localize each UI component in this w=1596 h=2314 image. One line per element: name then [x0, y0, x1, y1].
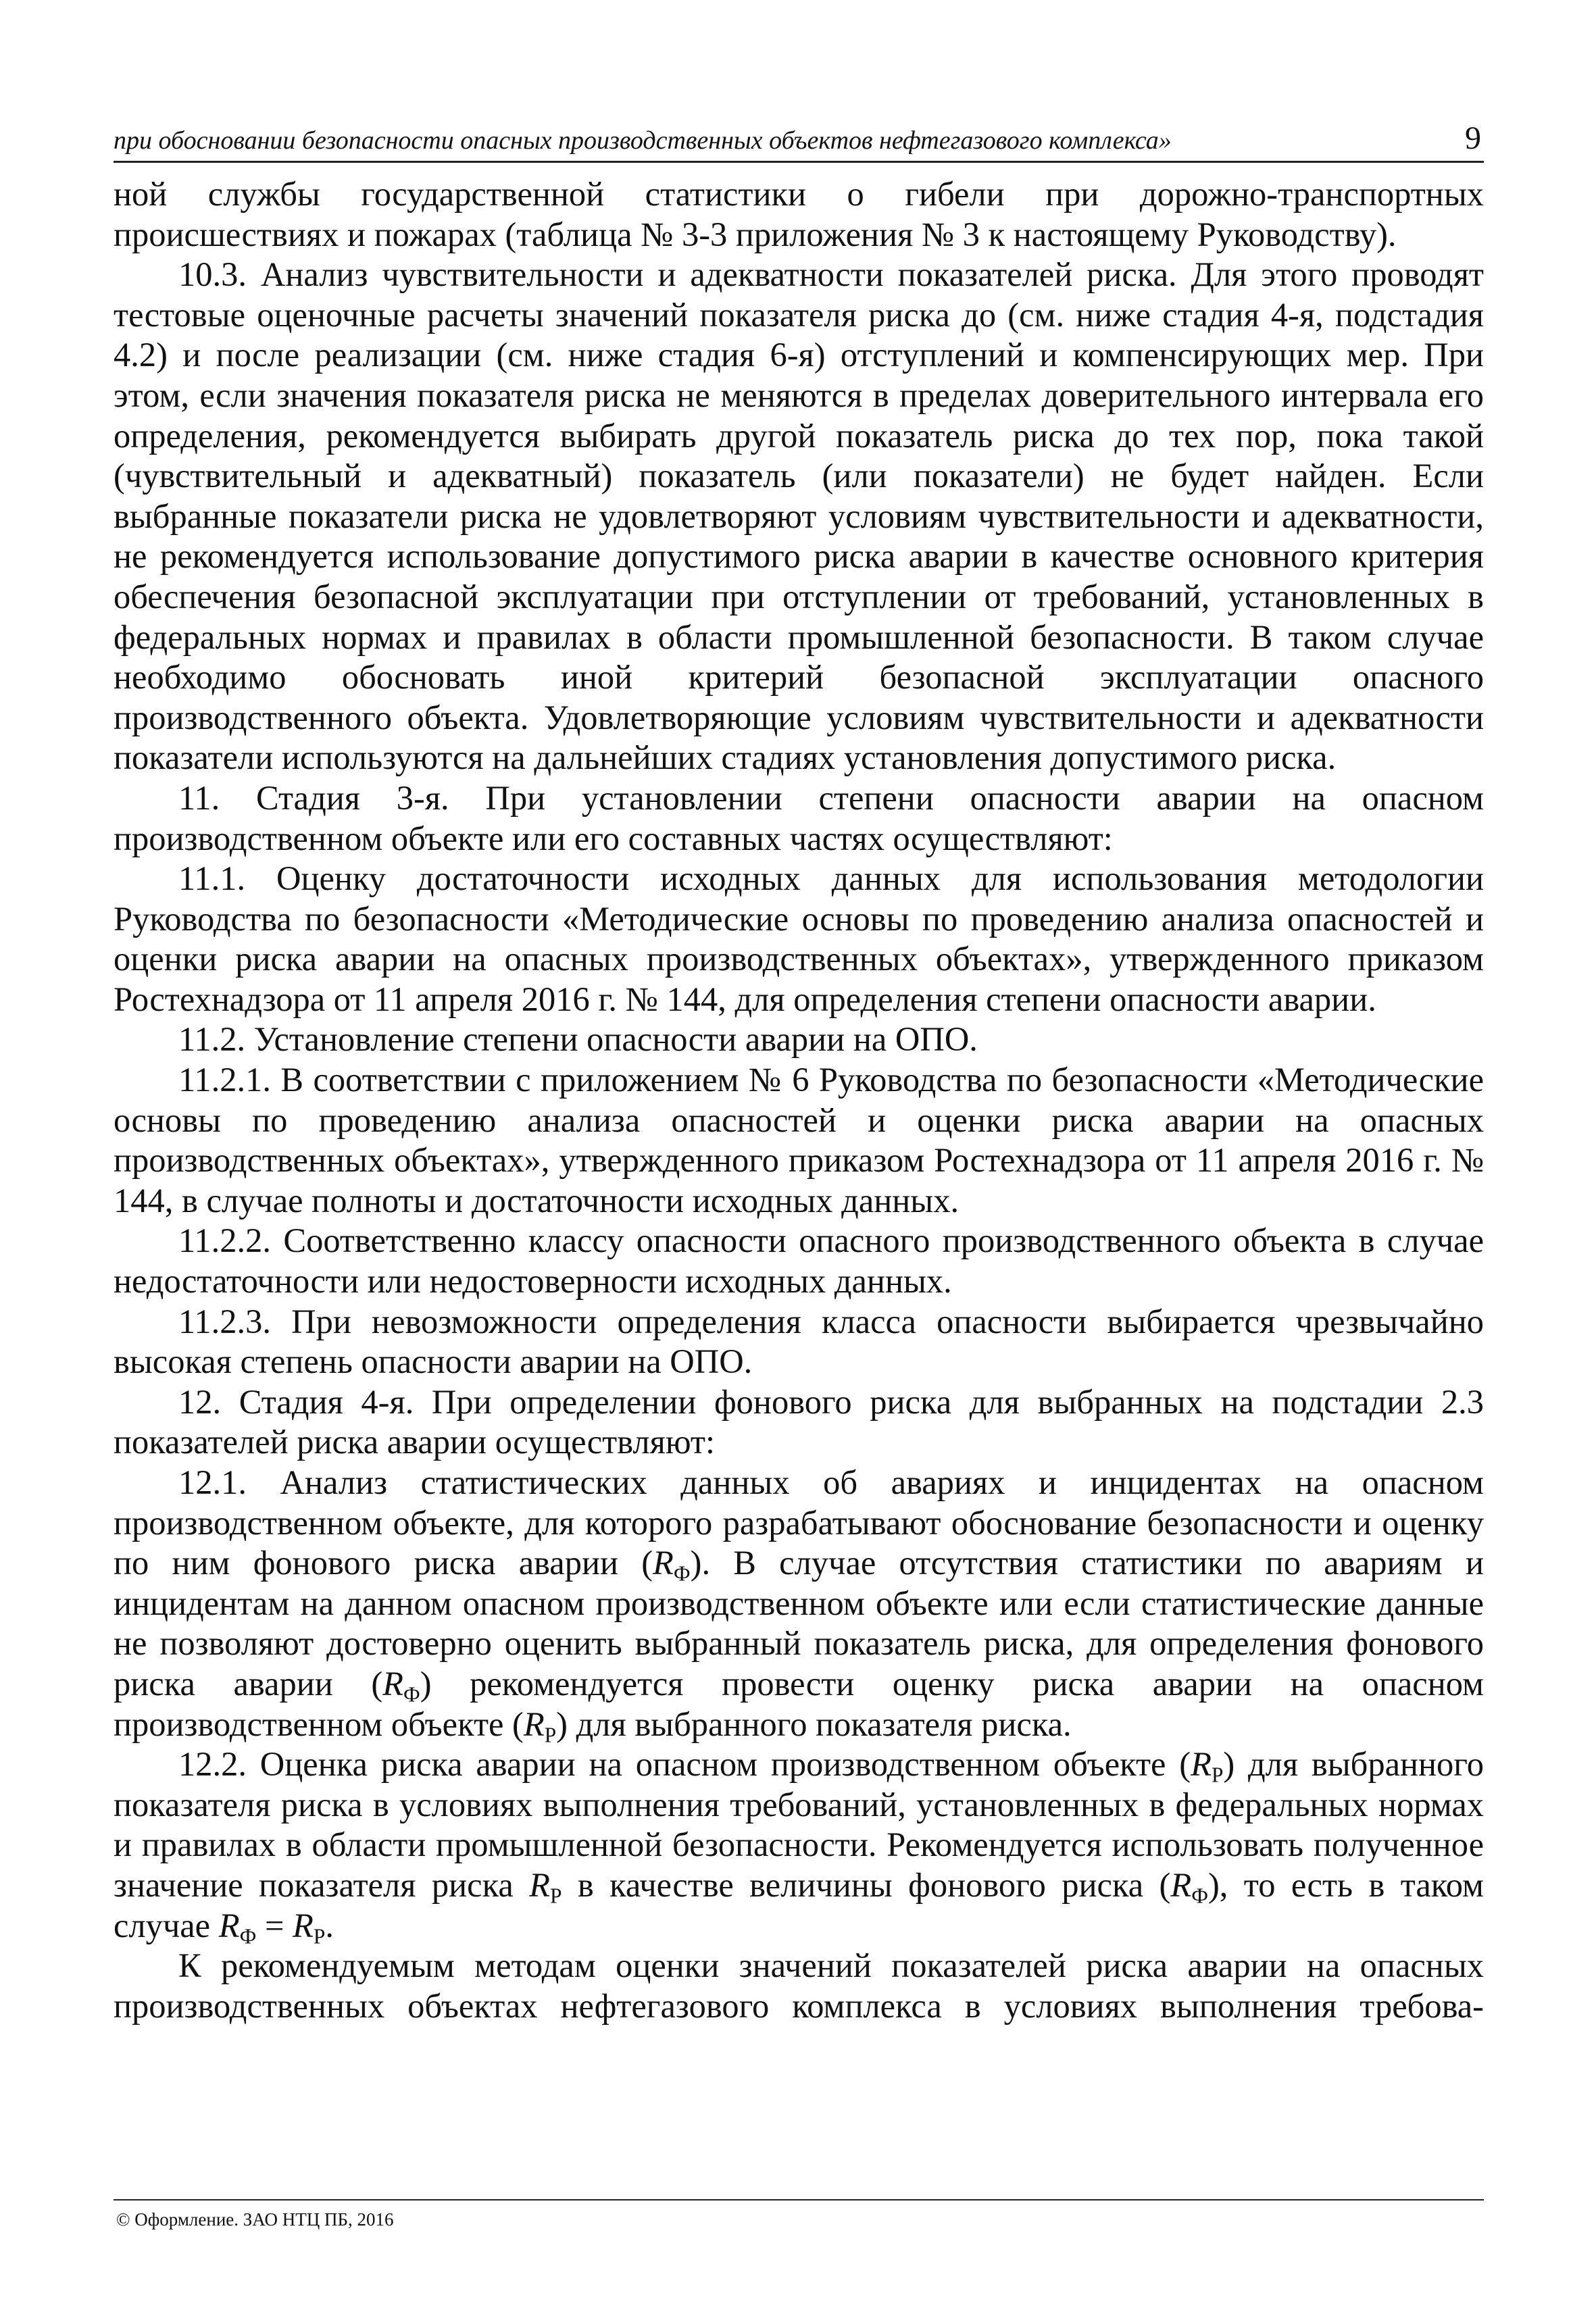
running-header — [114, 120, 1484, 163]
symbol-r: R — [1170, 1865, 1192, 1904]
text-run: 12.1. Анализ статистических данных об авариях и инцидентах на опасном производственном объекте, для которого разрабатывают обоснование безопасности и оценку по ним фонового риска аварии ( — [114, 1463, 1484, 1582]
paragraph: К рекомендуемым методам оценки значений показателей риска аварии на опасных производственных объектах нефтегазового комплекса в условиях выполнения требова- — [114, 1946, 1484, 2025]
subscript-r: Р — [1211, 1763, 1224, 1787]
subscript-f: Ф — [239, 1923, 257, 1948]
paragraph: 10.3. Анализ чувствительности и адекватности показателей риска. Для этого проводят тестовые оценочные расчеты значений показателя риска до (см. ниже стадия 4-я, подстадия 4.2) и после реализации (см. ниже стадия 6-я) отступлений и компенсирующих мер. При этом, если значения показателя риска не меняются в пределах доверительного интервала его определения, рекомендуется выбирать другой показатель риска до тех пор, пока такой (чувствительный и адекватный) показатель (или показатели) не будет найден. Если выбранные показатели риска не удовлетворяют условиям чувствительности и адекватности, не рекомендуется использование допустимого риска аварии в качестве основного критерия обеспечения безопасной эксплуатации при отступлении от требований, установленных в федеральных нормах и правилах в области промышленной безопасности. В таком случае необходимо обосновать иной критерий безопасной эксплуатации опасного производственного объекта. Удовлетворяющие условиям чувствительности и адекватности показатели используются на дальнейших стадиях установления допустимого риска. — [114, 255, 1484, 777]
paragraph: ной службы государственной статистики о гибели при дорожно-транспортных происшествиях и пожарах (таблица № 3-3 приложения № 3 к настоящему Руководству). — [114, 175, 1484, 253]
footer-divider — [114, 2199, 1484, 2200]
text-run: 12.2. Оценка риска аварии на опасном производственном объекте ( — [178, 1745, 1191, 1784]
text-run: ). В случае отсутствия статистики по авариям и инцидентам на данном опасном производственном объекте или если статистические данные не позволяют достоверно оценить выбранный показатель риска, для определения фонового риска аварии ( — [114, 1544, 1484, 1703]
subscript-f: Ф — [673, 1561, 691, 1586]
text-run: = — [256, 1906, 293, 1944]
subscript-r: Р — [544, 1722, 557, 1746]
footer-copyright: © Оформление. ЗАО НТЦ ПБ, 2016 — [116, 2209, 394, 2230]
paragraph: 11.2.1. В соответствии с приложением № 6 Руководства по безопасности «Методические основы по проведению анализа опасностей и оценки риска аварии на опасных производственных объектах», утвержденного приказом Ростехнадзора от 11 апреля 2016 г. № 144, в случае полноты и достаточности исходных данных. — [114, 1061, 1484, 1219]
paragraph: 11.2.2. Соответственно классу опасности опасного производственного объекта в случае недостаточности или недостоверности исходных данных. — [114, 1222, 1484, 1301]
text-run: ) для выбранного показателя риска в условиях выполнения требований, установленных в федеральных нормах и правилах в области промышленной безопасности. Рекомендуется использовать полученное значение показателя риска — [114, 1745, 1485, 1904]
symbol-r: R — [529, 1865, 551, 1904]
paragraph: 11.2.3. При невозможности определения класса опасности выбирается чрезвычайно высокая степень опасности аварии на ОПО. — [114, 1302, 1484, 1381]
symbol-r: R — [218, 1906, 240, 1944]
paragraph: 12. Стадия 4-я. При определении фонового риска для выбранных на подстадии 2.3 показателей риска аварии осуществляют: — [114, 1382, 1484, 1461]
subscript-r: Р — [313, 1923, 326, 1948]
text-run: ) для выбранного показателя риска. — [556, 1705, 1072, 1743]
text-run: ), то есть в таком случае — [114, 1865, 1485, 1944]
paragraph-12-2 — [114, 1744, 1484, 1946]
text-run: ) рекомендуется провести оценку риска аварии на опасном производственном объекте ( — [114, 1664, 1484, 1743]
subscript-r: Р — [550, 1884, 562, 1908]
paragraph: 11.1. Оценку достаточности исходных данных для использования методологии Руководства по безопасности «Методические основы по проведению анализа опасностей и оценки риска аварии на опасных производственных объектах», утвержденного приказом Ростехнадзора от 11 апреля 2016 г. № 144, для определения степени опасности аварии. — [114, 859, 1484, 1018]
symbol-r: R — [653, 1544, 674, 1582]
paragraph-12-1 — [114, 1463, 1484, 1744]
subscript-f: Ф — [1191, 1884, 1208, 1908]
text-run: . — [325, 1906, 334, 1944]
symbol-r: R — [382, 1664, 404, 1703]
page-number: 9 — [1465, 120, 1481, 156]
body-text — [114, 174, 1484, 2026]
symbol-r: R — [1191, 1745, 1212, 1784]
text-run: в качестве величины фонового риска ( — [562, 1865, 1171, 1904]
symbol-r: R — [293, 1906, 314, 1944]
paragraph: 11.2. Установление степени опасности аварии на ОПО. — [178, 1020, 978, 1059]
subscript-f: Ф — [403, 1682, 420, 1707]
paragraph: 11. Стадия 3-я. При установлении степени опасности аварии на опасном производственном объекте или его составных частях осуществляют: — [114, 778, 1484, 857]
symbol-r: R — [523, 1705, 545, 1743]
header-title: при обосновании безопасности опасных производственных объектов нефтегазового комплекса» — [114, 126, 1172, 155]
